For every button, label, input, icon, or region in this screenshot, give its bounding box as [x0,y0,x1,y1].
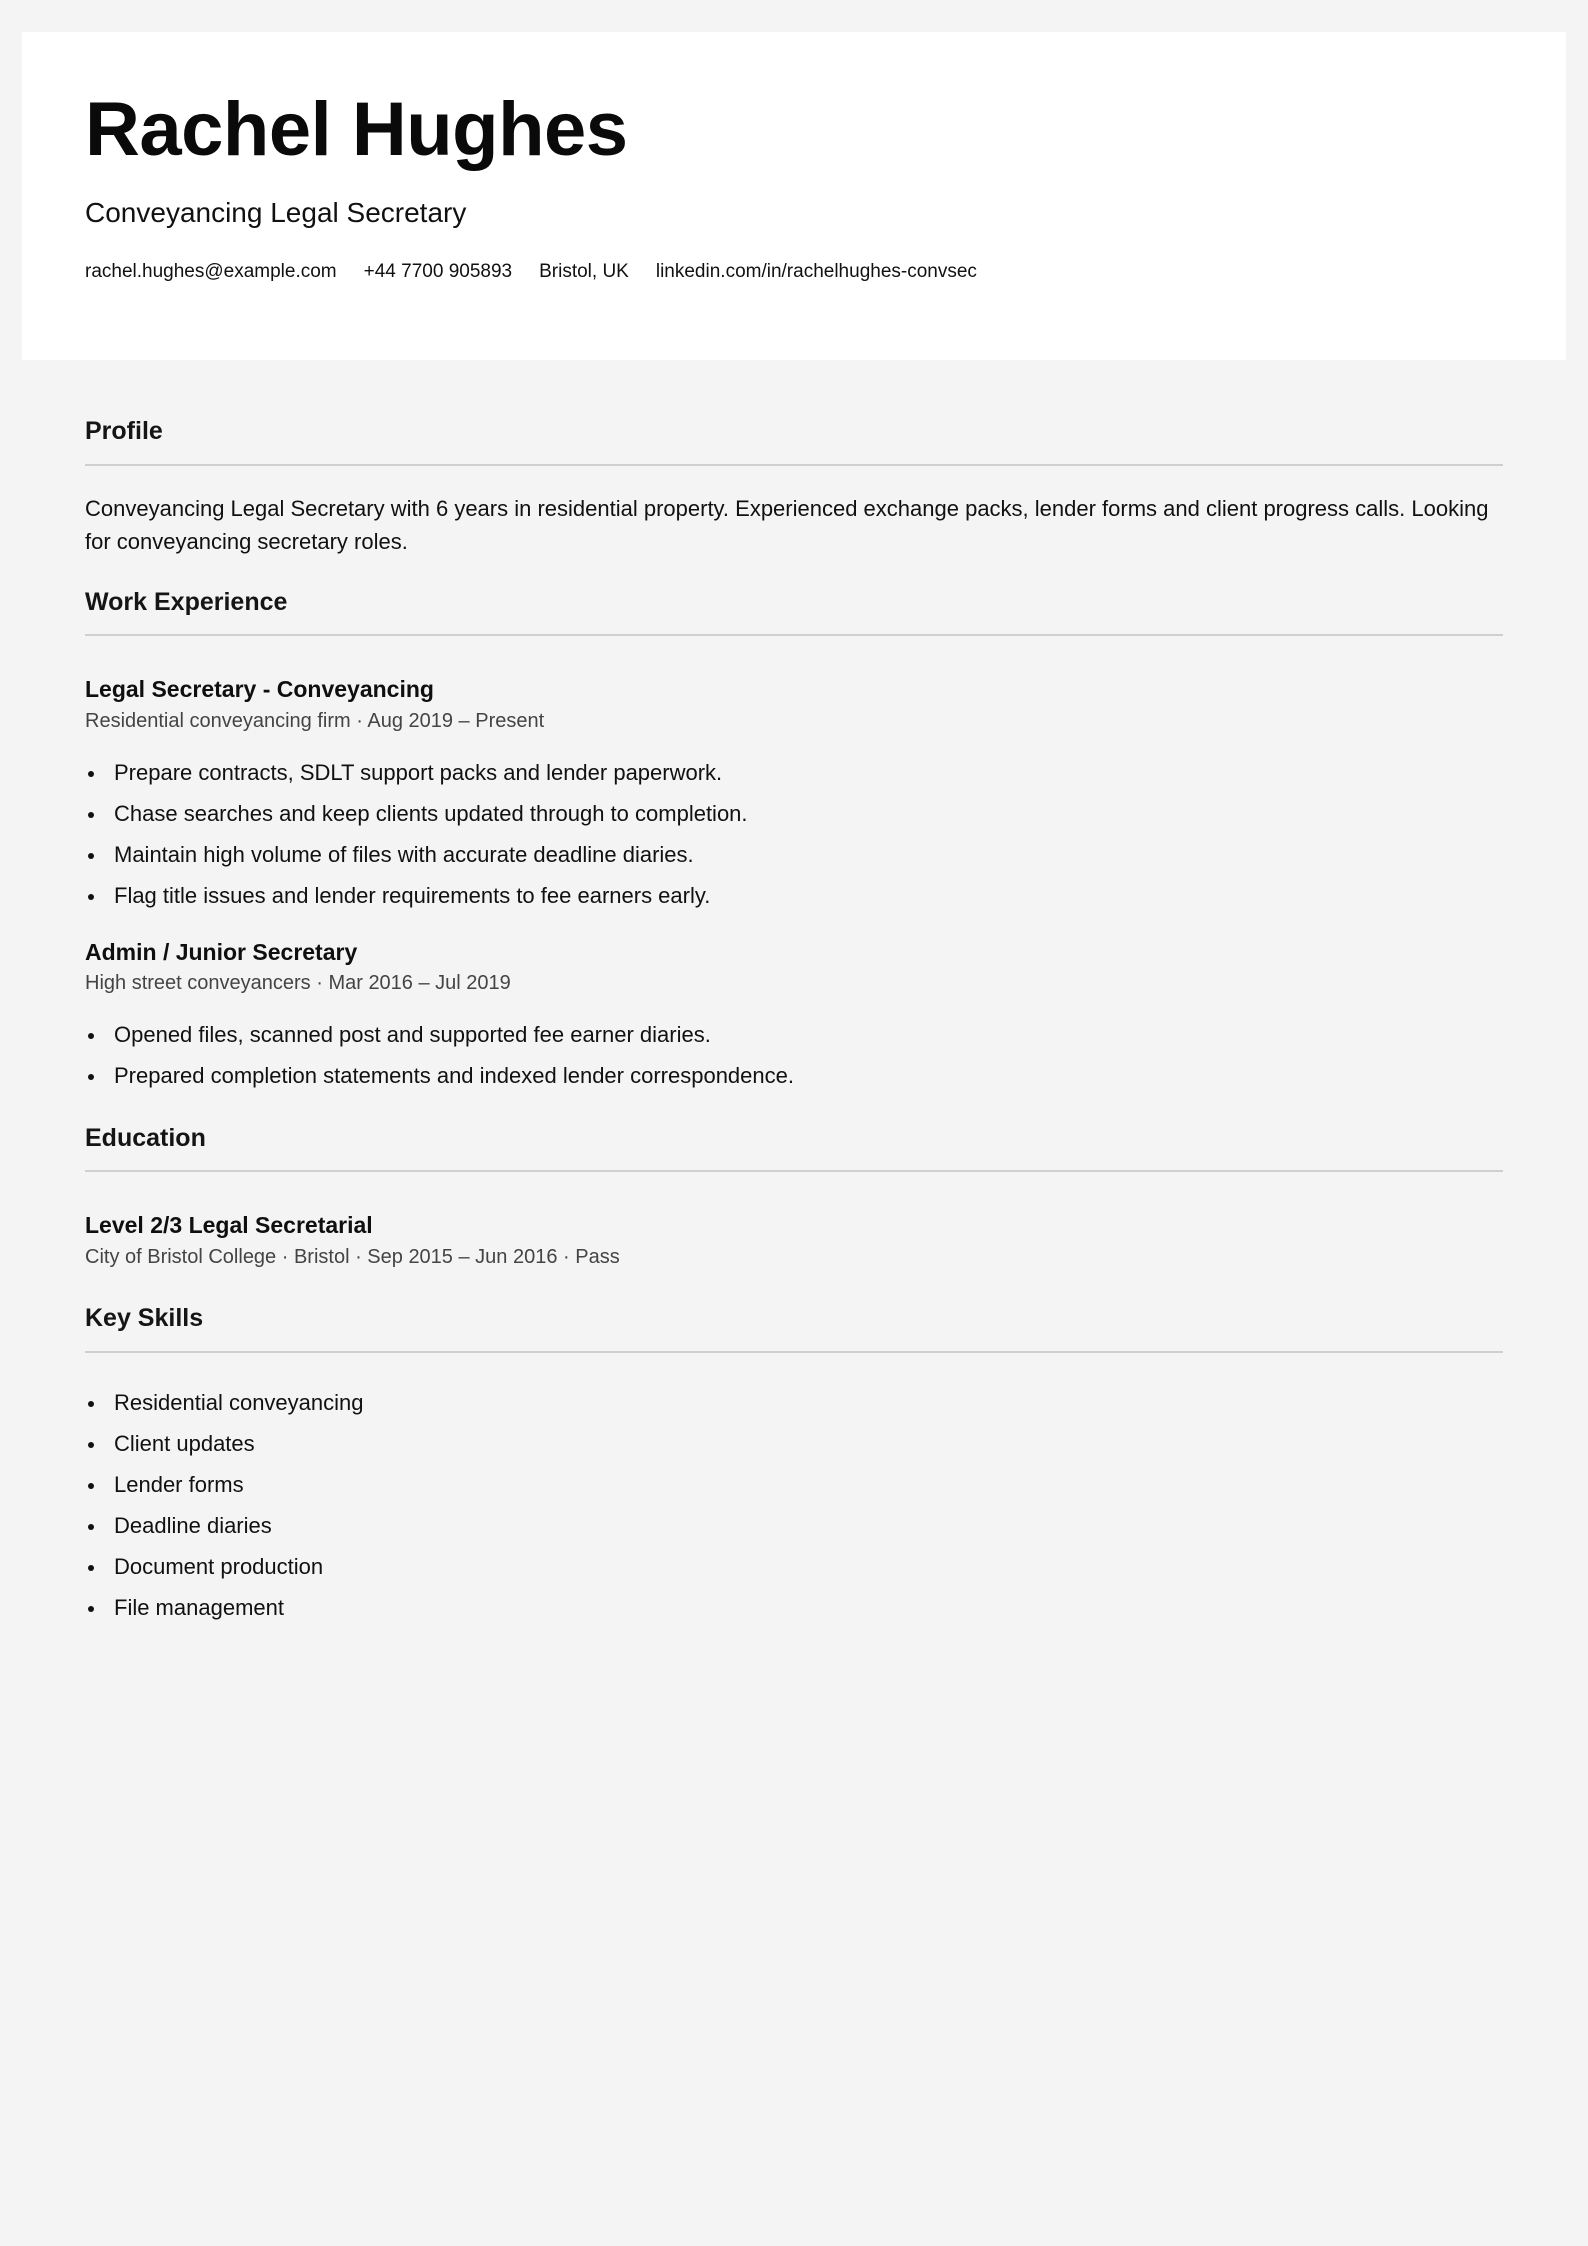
list-item: Maintain high volume of files with accurate deadline diaries. [85,840,748,881]
job-bullets [85,1020,794,1102]
skill-item: Deadline diaries [85,1511,364,1552]
contact-linkedin[interactable]: linkedin.com/in/rachelhughes-convsec [655,261,977,282]
skill-item: Client updates [85,1429,364,1470]
job-title: Legal Secretary - Conveyancing [85,676,434,702]
candidate-title: Conveyancing Legal Secretary [85,197,467,228]
profile-summary: Conveyancing Legal Secretary with 6 years in residential property. Experienced exchange packs, lender forms and client progress calls. Looking for conveyancing secretary roles. [85,496,1489,554]
list-item: Opened files, scanned post and supported fee earner diaries. [85,1020,794,1061]
job-bullets [85,758,748,922]
list-item: Prepared completion statements and indexed lender correspondence. [85,1061,794,1102]
profile-divider [85,464,1503,466]
job-meta: Residential conveyancing firm · Aug 2019 – Present [85,710,545,732]
contact-details [85,261,977,284]
profile-heading: Profile [85,417,163,445]
candidate-name: Rachel Hughes [85,87,628,172]
education-heading: Education [85,1124,206,1152]
education-title: Level 2/3 Legal Secretarial [85,1212,373,1238]
skills-heading: Key Skills [85,1304,204,1332]
skills-list [85,1388,364,1634]
contact-location: Bristol, UK [539,261,629,282]
skill-item: Document production [85,1552,364,1593]
list-item: Flag title issues and lender requirements to fee earners early. [85,881,748,922]
contact-email[interactable]: rachel.hughes@example.com [85,261,337,282]
job-meta: High street conveyancers · Mar 2016 – Jul 2019 [85,972,511,994]
experience-heading: Work Experience [85,588,288,616]
skill-item: Lender forms [85,1470,364,1511]
education-divider [85,1170,1503,1172]
list-item: Chase searches and keep clients updated through to completion. [85,799,748,840]
skill-item: Residential conveyancing [85,1388,364,1429]
job-title: Admin / Junior Secretary [85,939,358,965]
skills-divider [85,1351,1503,1353]
experience-divider [85,634,1503,636]
list-item: Prepare contracts, SDLT support packs and lender paperwork. [85,758,748,799]
resume-header [22,32,1566,360]
education-meta: City of Bristol College · Bristol · Sep 2015 – Jun 2016 · Pass [85,1246,620,1268]
contact-phone[interactable]: +44 7700 905893 [363,261,513,282]
skill-item: File management [85,1593,364,1634]
